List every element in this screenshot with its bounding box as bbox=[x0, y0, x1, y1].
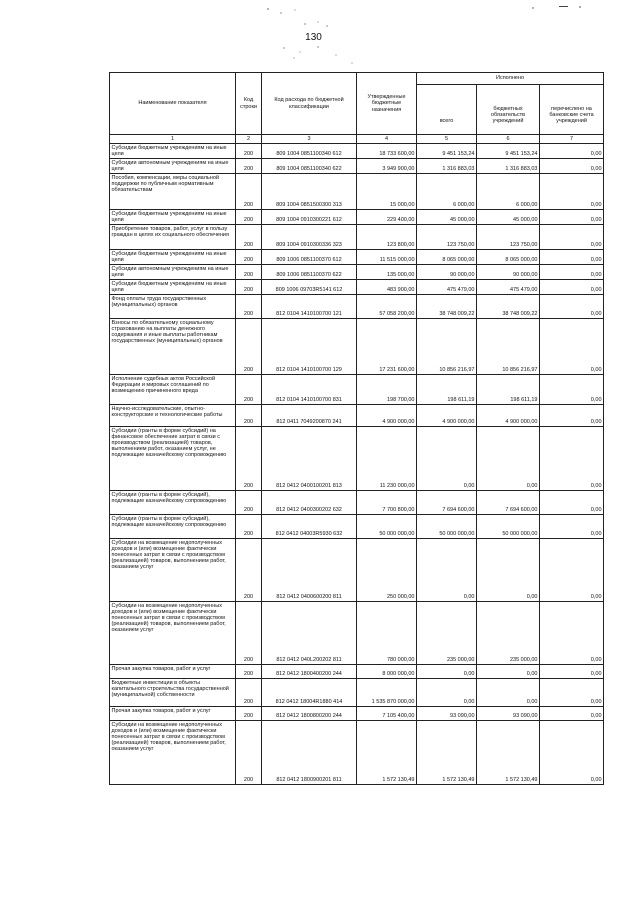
row-kbk: 812 0412 0400100201 813 bbox=[262, 427, 357, 491]
row-obligations: 1 572 130,49 bbox=[477, 721, 540, 785]
row-approved: 229 400,00 bbox=[357, 210, 417, 225]
row-transferred: 0,00 bbox=[540, 665, 604, 679]
row-name: Фонд оплаты труда государственных (муниципальных) органов bbox=[110, 295, 236, 319]
row-approved: 7 105 400,00 bbox=[357, 707, 417, 721]
row-line-code: 200 bbox=[236, 144, 262, 159]
table-row bbox=[110, 721, 604, 785]
row-total: 0,00 bbox=[417, 665, 477, 679]
row-kbk: 809 1004 0851500300 313 bbox=[262, 174, 357, 210]
row-obligations: 0,00 bbox=[477, 427, 540, 491]
row-line-code: 200 bbox=[236, 491, 262, 515]
row-name: Субсидии (гранты в форме субсидий), подлежащие казначейскому сопровождению bbox=[110, 515, 236, 539]
row-name: Взносы по обязательному социальному страхованию на выплаты денежного содержания и иные выплаты работникам государственных (муниципальных) органов bbox=[110, 319, 236, 375]
row-transferred: 0,00 bbox=[540, 427, 604, 491]
table-row bbox=[110, 319, 604, 375]
row-obligations: 235 000,00 bbox=[477, 602, 540, 665]
row-kbk: 812 0104 1410100700 129 bbox=[262, 319, 357, 375]
row-total: 198 611,19 bbox=[417, 375, 477, 405]
row-kbk: 812 0412 0400300202 632 bbox=[262, 491, 357, 515]
row-line-code: 200 bbox=[236, 405, 262, 427]
row-approved: 50 000 000,00 bbox=[357, 515, 417, 539]
row-approved: 1 572 130,49 bbox=[357, 721, 417, 785]
header-name: Наименование показателя bbox=[110, 73, 236, 135]
row-kbk: 812 0412 0400600200 811 bbox=[262, 539, 357, 602]
row-approved: 57 058 200,00 bbox=[357, 295, 417, 319]
row-name: Субсидии на возмещение недополученных доходов и (или) возмещение фактически понесенных затрат в связи с производством (реализацией) товаров, выполнением работ, оказанием услуг bbox=[110, 721, 236, 785]
row-transferred: 0,00 bbox=[540, 144, 604, 159]
row-approved: 780 000,00 bbox=[357, 602, 417, 665]
row-kbk: 812 0412 1800900201 811 bbox=[262, 721, 357, 785]
row-line-code: 200 bbox=[236, 515, 262, 539]
row-total: 0,00 bbox=[417, 539, 477, 602]
row-line-code: 200 bbox=[236, 265, 262, 280]
row-obligations: 123 750,00 bbox=[477, 225, 540, 250]
row-total: 38 748 009,22 bbox=[417, 295, 477, 319]
header-total: всего bbox=[417, 85, 477, 135]
row-kbk: 809 1004 0910300221 612 bbox=[262, 210, 357, 225]
row-obligations: 9 451 153,24 bbox=[477, 144, 540, 159]
row-obligations: 50 000 000,00 bbox=[477, 515, 540, 539]
row-name: Субсидии на возмещение недополученных доходов и (или) возмещение фактически понесенных затрат в связи с производством (реализацией) товаров, выполнением работ, оказанием услуг bbox=[110, 539, 236, 602]
row-kbk: 812 0412 18004R1880 414 bbox=[262, 679, 357, 707]
row-line-code: 200 bbox=[236, 665, 262, 679]
row-transferred: 0,00 bbox=[540, 375, 604, 405]
row-transferred: 0,00 bbox=[540, 174, 604, 210]
row-total: 235 000,00 bbox=[417, 602, 477, 665]
page-number: 130 bbox=[305, 32, 322, 43]
row-total: 0,00 bbox=[417, 679, 477, 707]
row-transferred: 0,00 bbox=[540, 280, 604, 295]
row-obligations: 0,00 bbox=[477, 539, 540, 602]
row-approved: 11 230 000,00 bbox=[357, 427, 417, 491]
column-number: 4 bbox=[357, 135, 417, 144]
row-line-code: 200 bbox=[236, 427, 262, 491]
row-approved: 11 515 000,00 bbox=[357, 250, 417, 265]
row-line-code: 200 bbox=[236, 210, 262, 225]
row-approved: 8 000 000,00 bbox=[357, 665, 417, 679]
row-name: Прочая закупка товаров, работ и услуг bbox=[110, 665, 236, 679]
row-transferred: 0,00 bbox=[540, 265, 604, 280]
row-transferred: 0,00 bbox=[540, 721, 604, 785]
table-row bbox=[110, 665, 604, 679]
row-kbk: 809 1004 0851100340 622 bbox=[262, 159, 357, 174]
table-row bbox=[110, 707, 604, 721]
table-row bbox=[110, 144, 604, 159]
row-line-code: 200 bbox=[236, 707, 262, 721]
row-name: Пособия, компенсации, меры социальной поддержки по публичным нормативным обязательствам bbox=[110, 174, 236, 210]
row-line-code: 200 bbox=[236, 721, 262, 785]
column-number: 5 bbox=[417, 135, 477, 144]
row-total: 7 694 600,00 bbox=[417, 491, 477, 515]
row-kbk: 812 0412 040L200202 811 bbox=[262, 602, 357, 665]
row-obligations: 475 479,00 bbox=[477, 280, 540, 295]
table-row bbox=[110, 679, 604, 707]
row-obligations: 8 065 000,00 bbox=[477, 250, 540, 265]
row-obligations: 198 611,19 bbox=[477, 375, 540, 405]
row-line-code: 200 bbox=[236, 250, 262, 265]
row-total: 0,00 bbox=[417, 427, 477, 491]
row-kbk: 812 0104 1410100700 831 bbox=[262, 375, 357, 405]
row-total: 1 572 130,49 bbox=[417, 721, 477, 785]
row-name: Научно-исследовательские, опытно-конструкторские и технологические работы bbox=[110, 405, 236, 427]
row-line-code: 200 bbox=[236, 375, 262, 405]
row-obligations: 38 748 009,22 bbox=[477, 295, 540, 319]
header-executed: Исполнено bbox=[417, 73, 604, 85]
row-transferred: 0,00 bbox=[540, 707, 604, 721]
row-total: 4 900 000,00 bbox=[417, 405, 477, 427]
row-name: Субсидии автономным учреждениям на иные цели bbox=[110, 265, 236, 280]
row-line-code: 200 bbox=[236, 280, 262, 295]
table-row bbox=[110, 602, 604, 665]
row-total: 6 000,00 bbox=[417, 174, 477, 210]
column-number: 3 bbox=[262, 135, 357, 144]
row-approved: 18 733 600,00 bbox=[357, 144, 417, 159]
row-approved: 15 000,00 bbox=[357, 174, 417, 210]
row-approved: 250 000,00 bbox=[357, 539, 417, 602]
row-line-code: 200 bbox=[236, 679, 262, 707]
row-total: 10 856 216,97 bbox=[417, 319, 477, 375]
row-transferred: 0,00 bbox=[540, 491, 604, 515]
row-approved: 198 700,00 bbox=[357, 375, 417, 405]
row-total: 9 451 153,24 bbox=[417, 144, 477, 159]
row-total: 50 000 000,00 bbox=[417, 515, 477, 539]
row-total: 1 316 883,03 bbox=[417, 159, 477, 174]
row-obligations: 93 090,00 bbox=[477, 707, 540, 721]
row-kbk: 812 0412 1800400200 244 bbox=[262, 665, 357, 679]
row-transferred: 0,00 bbox=[540, 210, 604, 225]
row-transferred: 0,00 bbox=[540, 539, 604, 602]
row-name: Субсидии автономным учреждениям на иные цели bbox=[110, 159, 236, 174]
row-obligations: 90 000,00 bbox=[477, 265, 540, 280]
row-kbk: 812 0104 1410100700 121 bbox=[262, 295, 357, 319]
row-kbk: 809 1006 0851100370 612 bbox=[262, 250, 357, 265]
row-approved: 17 231 600,00 bbox=[357, 319, 417, 375]
row-total: 8 065 000,00 bbox=[417, 250, 477, 265]
budget-execution-table bbox=[109, 72, 604, 785]
row-obligations: 0,00 bbox=[477, 665, 540, 679]
row-obligations: 10 856 216,97 bbox=[477, 319, 540, 375]
row-transferred: 0,00 bbox=[540, 295, 604, 319]
row-line-code: 200 bbox=[236, 159, 262, 174]
row-name: Субсидии бюджетным учреждениям на иные цели bbox=[110, 144, 236, 159]
table-row bbox=[110, 225, 604, 250]
row-approved: 1 535 870 000,00 bbox=[357, 679, 417, 707]
table-row bbox=[110, 491, 604, 515]
header-approved: Утвержденные бюджетные назначения bbox=[357, 73, 417, 135]
row-kbk: 812 0412 1800800200 244 bbox=[262, 707, 357, 721]
row-name: Бюджетные инвестиции в объекты капитального строительства государственной (муниципальной) собственности bbox=[110, 679, 236, 707]
row-name: Субсидии на возмещение недополученных доходов и (или) возмещение фактически понесенных затрат в связи с производством (реализацией) товаров, выполнением работ, оказанием услуг bbox=[110, 602, 236, 665]
row-line-code: 200 bbox=[236, 295, 262, 319]
row-total: 90 000,00 bbox=[417, 265, 477, 280]
row-approved: 3 949 900,00 bbox=[357, 159, 417, 174]
row-approved: 7 700 800,00 bbox=[357, 491, 417, 515]
header-transferred: перечислено на банковские счета учреждений bbox=[540, 85, 604, 135]
table-row bbox=[110, 210, 604, 225]
row-kbk: 809 1004 0910300336 323 bbox=[262, 225, 357, 250]
row-name: Прочая закупка товаров, работ и услуг bbox=[110, 707, 236, 721]
table-row bbox=[110, 539, 604, 602]
row-obligations: 6 000,00 bbox=[477, 174, 540, 210]
row-kbk: 809 1006 09703R5141 612 bbox=[262, 280, 357, 295]
column-number: 2 bbox=[236, 135, 262, 144]
row-transferred: 0,00 bbox=[540, 225, 604, 250]
row-name: Субсидии (гранты в форме субсидий) на финансовое обеспечение затрат в связи с производством (реализацией) товаров, выполнением работ, оказанием услуг, не подлежащие казначейскому сопровождению bbox=[110, 427, 236, 491]
row-total: 123 750,00 bbox=[417, 225, 477, 250]
row-obligations: 0,00 bbox=[477, 679, 540, 707]
row-total: 45 000,00 bbox=[417, 210, 477, 225]
row-transferred: 0,00 bbox=[540, 250, 604, 265]
row-transferred: 0,00 bbox=[540, 159, 604, 174]
row-transferred: 0,00 bbox=[540, 319, 604, 375]
row-name: Субсидии (гранты в форме субсидий), подлежащие казначейскому сопровождению bbox=[110, 491, 236, 515]
row-line-code: 200 bbox=[236, 319, 262, 375]
table-row bbox=[110, 280, 604, 295]
row-kbk: 809 1006 0851100370 622 bbox=[262, 265, 357, 280]
row-approved: 4 900 000,00 bbox=[357, 405, 417, 427]
row-transferred: 0,00 bbox=[540, 602, 604, 665]
row-kbk: 812 0412 04003R5930 632 bbox=[262, 515, 357, 539]
table-row bbox=[110, 174, 604, 210]
row-obligations: 1 316 883,03 bbox=[477, 159, 540, 174]
table-row bbox=[110, 405, 604, 427]
table-row bbox=[110, 375, 604, 405]
row-line-code: 200 bbox=[236, 602, 262, 665]
row-line-code: 200 bbox=[236, 174, 262, 210]
row-kbk: 809 1004 0851100340 612 bbox=[262, 144, 357, 159]
row-approved: 483 900,00 bbox=[357, 280, 417, 295]
row-approved: 123 800,00 bbox=[357, 225, 417, 250]
row-name: Субсидии бюджетным учреждениям на иные цели bbox=[110, 250, 236, 265]
row-obligations: 45 000,00 bbox=[477, 210, 540, 225]
table-row bbox=[110, 250, 604, 265]
row-name: Субсидии бюджетным учреждениям на иные цели bbox=[110, 280, 236, 295]
row-name: Исполнение судебных актов Российской Федерации и мировых соглашений по возмещению причиненного вреда bbox=[110, 375, 236, 405]
row-total: 93 090,00 bbox=[417, 707, 477, 721]
row-transferred: 0,00 bbox=[540, 679, 604, 707]
table-row bbox=[110, 295, 604, 319]
column-number: 7 bbox=[540, 135, 604, 144]
row-line-code: 200 bbox=[236, 225, 262, 250]
table-row bbox=[110, 427, 604, 491]
header-budget-obligations: бюджетных обязательств учреждений bbox=[477, 85, 540, 135]
row-approved: 135 000,00 bbox=[357, 265, 417, 280]
row-kbk: 812 0411 7049200870 241 bbox=[262, 405, 357, 427]
row-transferred: 0,00 bbox=[540, 515, 604, 539]
table-row bbox=[110, 159, 604, 174]
row-obligations: 4 900 000,00 bbox=[477, 405, 540, 427]
table-row bbox=[110, 265, 604, 280]
row-transferred: 0,00 bbox=[540, 405, 604, 427]
row-name: Приобретение товаров, работ, услуг в пользу граждан в целях их социального обеспечения bbox=[110, 225, 236, 250]
row-obligations: 7 694 600,00 bbox=[477, 491, 540, 515]
column-number: 6 bbox=[477, 135, 540, 144]
row-line-code: 200 bbox=[236, 539, 262, 602]
header-kbk: Код расхода по бюджетной классификации bbox=[262, 73, 357, 135]
column-number: 1 bbox=[110, 135, 236, 144]
header-line-code: Код строки bbox=[236, 73, 262, 135]
row-total: 475 479,00 bbox=[417, 280, 477, 295]
table-row bbox=[110, 515, 604, 539]
row-name: Субсидии бюджетным учреждениям на иные цели bbox=[110, 210, 236, 225]
